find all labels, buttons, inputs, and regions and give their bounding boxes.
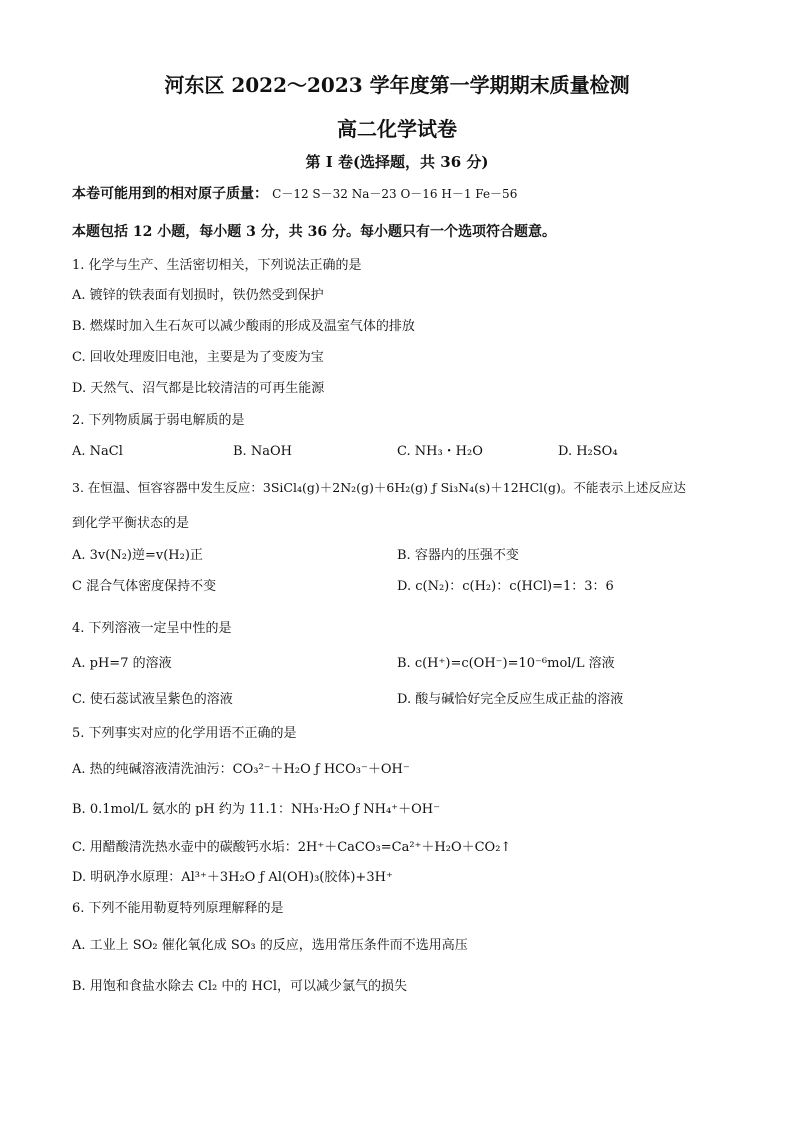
q2-stem: 2. 下列物质属于弱电解质的是 <box>72 413 245 428</box>
atomic-mass-line <box>72 186 517 203</box>
q3-option-b: B. 容器内的压强不变 <box>397 548 519 563</box>
q1-option-c: C. 回收处理废旧电池，主要是为了变废为宝 <box>72 350 324 365</box>
q3-option-c: C 混合气体密度保持不变 <box>72 579 217 594</box>
q4-stem: 4. 下列溶液一定呈中性的是 <box>72 621 232 636</box>
q2-option-d: D. H₂SO₄ <box>558 444 618 459</box>
q4-option-c: C. 使石蕊试液呈紫色的溶液 <box>72 692 233 707</box>
q5-stem: 5. 下列事实对应的化学用语不正确的是 <box>72 726 297 741</box>
exam-subtitle: 高二化学试卷 <box>337 117 457 141</box>
q5-option-d: D. 明矾净水原理：Al³⁺＋3H₂O ƒ Al(OH)₃(胶体)+3H⁺ <box>72 870 393 885</box>
q5-option-c: C. 用醋酸清洗热水壶中的碳酸钙水垢：2H⁺＋CaCO₃=Ca²⁺＋H₂O＋CO₂↑ <box>72 840 512 855</box>
q1-option-a: A. 镀锌的铁表面有划损时，铁仍然受到保护 <box>72 288 324 303</box>
q1-stem: 1. 化学与生产、生活密切相关，下列说法正确的是 <box>72 258 362 273</box>
atomic-mass-values: C－12 S－32 Na－23 O－16 H－1 Fe－56 <box>272 187 518 201</box>
q1-option-d: D. 天然气、沼气都是比较清洁的可再生能源 <box>72 381 325 396</box>
q3-stem-line2: 到化学平衡状态的是 <box>72 516 190 531</box>
q3-option-d: D. c(N₂)：c(H₂)：c(HCl)=1：3：6 <box>397 579 614 594</box>
q6-stem: 6. 下列不能用勒夏特列原理解释的是 <box>72 901 284 916</box>
q6-option-b: B. 用饱和食盐水除去 Cl₂ 中的 HCl，可以减少氯气的损失 <box>72 979 407 994</box>
section-heading: 第 I 卷(选择题，共 36 分) <box>305 153 489 171</box>
atomic-mass-label: 本卷可能用到的相对原子质量： <box>72 186 268 202</box>
q2-option-b: B. NaOH <box>233 444 292 459</box>
q1-option-b: B. 燃煤时加入生石灰可以减少酸雨的形成及温室气体的排放 <box>72 319 415 334</box>
instructions: 本题包括 12 小题，每小题 3 分，共 36 分。每小题只有一个选项符合题意。 <box>72 224 556 240</box>
q5-option-b: B. 0.1mol/L 氨水的 pH 约为 11.1：NH₃·H₂O ƒ NH₄⁺＋OH⁻ <box>72 802 440 817</box>
q4-option-d: D. 酸与碱恰好完全反应生成正盐的溶液 <box>397 692 624 707</box>
q3-stem-line1: 3. 在恒温、恒容容器中发生反应：3SiCl₄(g)＋2N₂(g)＋6H₂(g) ƒ Si₃N₄(s)＋12HCl(g)。不能表示上述反应达 <box>72 480 686 495</box>
q2-option-c: C. NH₃・H₂O <box>397 444 483 459</box>
q3-option-a: A. 3v(N₂)逆=v(H₂)正 <box>72 548 203 563</box>
q4-option-b: B. c(H⁺)=c(OH⁻)=10⁻⁶mol/L 溶液 <box>397 656 615 671</box>
q4-option-a: A. pH=7 的溶液 <box>72 656 172 671</box>
q2-option-a: A. NaCl <box>72 444 123 459</box>
q6-option-a: A. 工业上 SO₂ 催化氧化成 SO₃ 的反应，选用常压条件而不选用高压 <box>72 938 468 953</box>
q5-option-a: A. 热的纯碱溶液清洗油污：CO₃²⁻＋H₂O ƒ HCO₃⁻＋OH⁻ <box>72 762 410 777</box>
exam-title: 河东区 2022～2023 学年度第一学期期末质量检测 <box>164 73 630 97</box>
